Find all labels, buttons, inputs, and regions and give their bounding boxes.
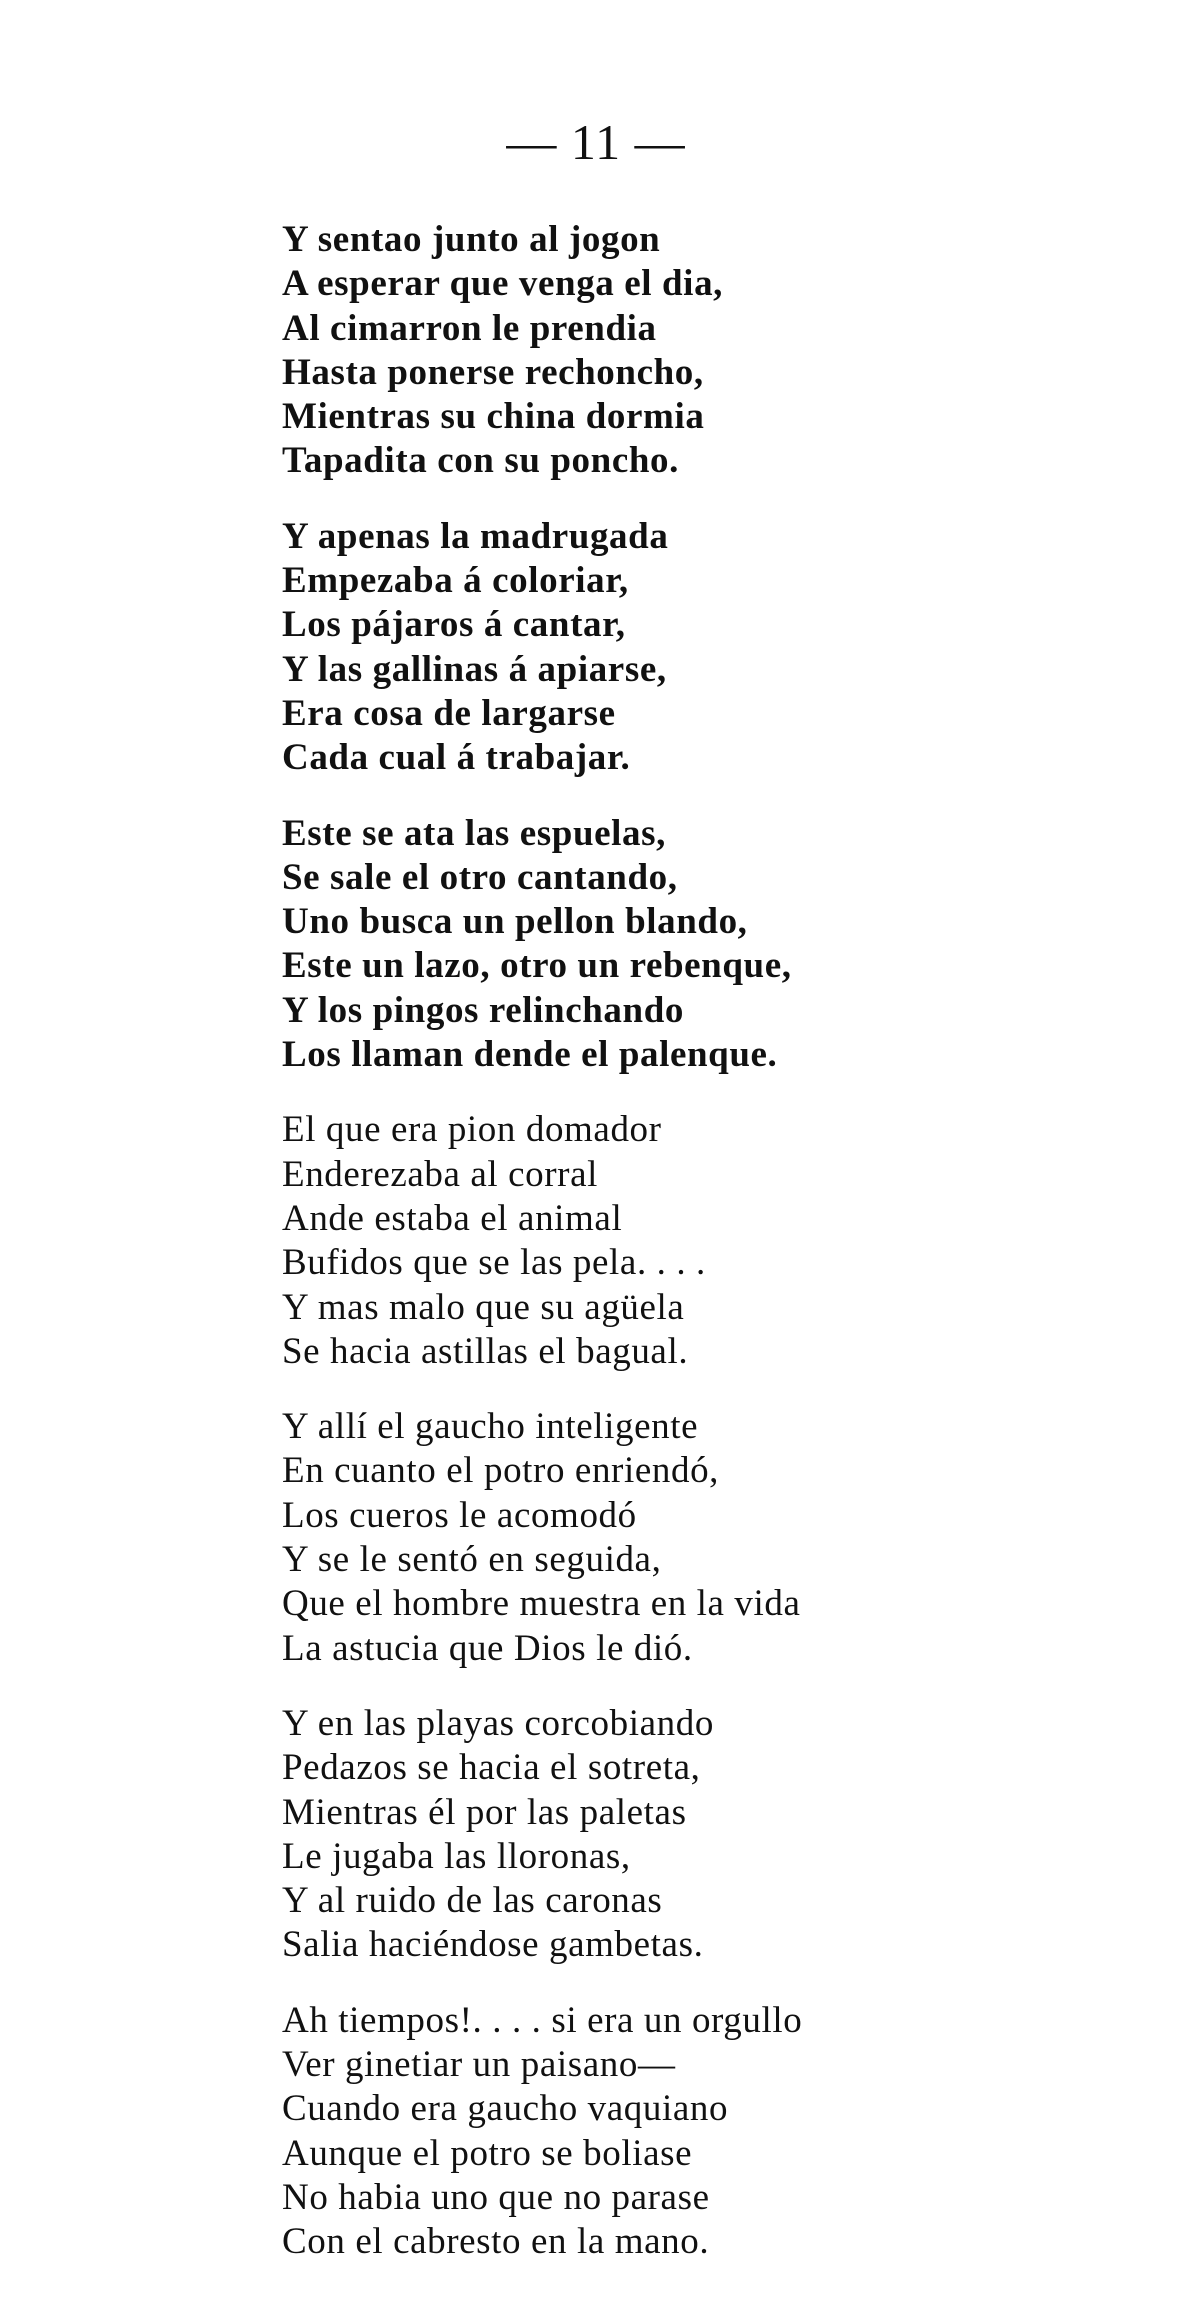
verse-line: Al cimarron le prendia	[282, 307, 657, 349]
verse-line: Salia haciéndose gambetas.	[282, 1924, 704, 1966]
verse-line: Los llaman dende el palenque.	[282, 1034, 778, 1076]
stanza	[282, 1999, 1162, 2265]
verse-line: Empezaba á coloriar,	[282, 560, 629, 602]
verse-line: Y las gallinas á apiarse,	[282, 648, 667, 690]
verse-line: Ah tiempos!. . . . si era un orgullo	[282, 1999, 803, 2041]
stanza	[282, 1702, 1162, 1968]
verse-line: Le jugaba las lloronas,	[282, 1835, 631, 1877]
stanza	[282, 1108, 1162, 1374]
verse-line: Los cueros le acomodó	[282, 1494, 637, 1536]
verse-line: No habia uno que no parase	[282, 2176, 710, 2218]
verse-line: Los pájaros á cantar,	[282, 604, 626, 646]
verse-line: Mientras su china dormia	[282, 396, 705, 438]
verse-line: Con el cabresto en la mano.	[282, 2221, 710, 2263]
verse-line: Y en las playas corcobiando	[282, 1702, 714, 1744]
verse-line: La astucia que Dios le dió.	[282, 1627, 693, 1669]
verse-line: Enderezaba al corral	[282, 1153, 599, 1195]
verse-line: Y mas malo que su agüela	[282, 1286, 685, 1328]
verse-line: Ande estaba el animal	[282, 1197, 623, 1239]
verse-line: Tapadita con su poncho.	[282, 440, 679, 482]
verse-line: Cuando era gaucho vaquiano	[282, 2088, 729, 2130]
verse-line: El que era pion domador	[282, 1109, 662, 1151]
verse-line: A esperar que venga el dia,	[282, 263, 724, 305]
verse-line: Y al ruido de las caronas	[282, 1880, 663, 1922]
verse-line: Se sale el otro cantando,	[282, 856, 678, 898]
verse-line: Mientras él por las paletas	[282, 1791, 687, 1833]
verse-line: Este se ata las espuelas,	[282, 812, 666, 854]
poem	[282, 218, 1162, 2295]
verse-line: Que el hombre muestra en la vida	[282, 1583, 801, 1625]
page-number: — 11 —	[506, 114, 686, 170]
verse-line: Cada cual á trabajar.	[282, 737, 631, 779]
verse-line: Aunque el potro se boliase	[282, 2132, 693, 2174]
stanza	[282, 218, 1162, 484]
stanza	[282, 812, 1162, 1078]
verse-line: Y los pingos relinchando	[282, 989, 684, 1031]
verse-line: Pedazos se hacia el sotreta,	[282, 1747, 701, 1789]
verse-line: Era cosa de largarse	[282, 692, 616, 734]
verse-line: Y apenas la madrugada	[282, 515, 669, 557]
verse-line: Y allí el gaucho inteligente	[282, 1406, 699, 1448]
verse-line: Este un lazo, otro un rebenque,	[282, 945, 792, 987]
stanza	[282, 1405, 1162, 1671]
verse-line: Hasta ponerse rechoncho,	[282, 351, 704, 393]
verse-line: Uno busca un pellon blando,	[282, 901, 748, 943]
verse-line: Y sentao junto al jogon	[282, 219, 661, 260]
verse-line: Y se le sentó en seguida,	[282, 1539, 662, 1581]
verse-line: Se hacia astillas el bagual.	[282, 1330, 689, 1372]
verse-line: Ver ginetiar un paisano—	[282, 2043, 676, 2085]
stanza	[282, 515, 1162, 781]
verse-line: En cuanto el potro enriendó,	[282, 1450, 720, 1492]
verse-line: Bufidos que se las pela. . . .	[282, 1242, 706, 1284]
